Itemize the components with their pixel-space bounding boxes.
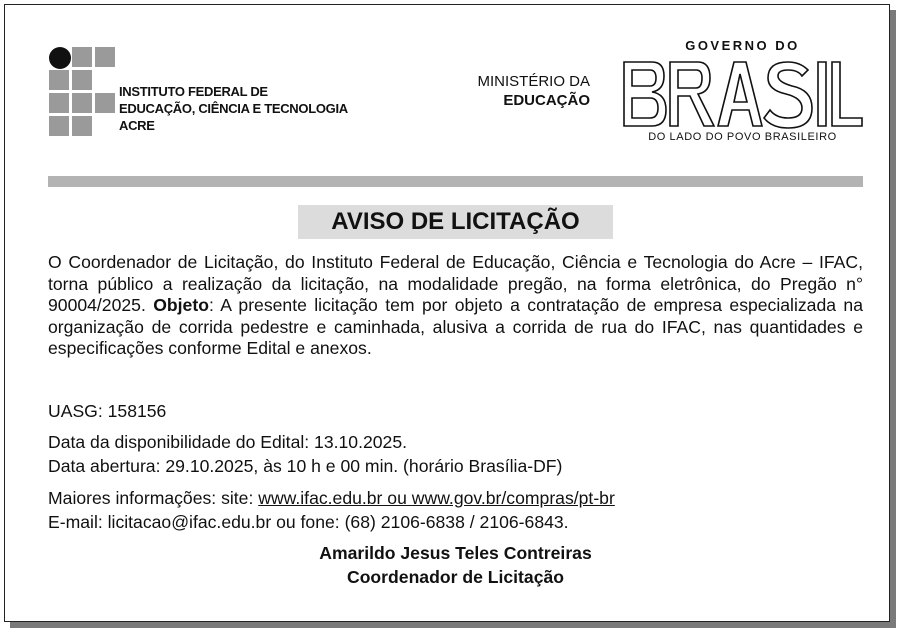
ifac-logo	[45, 44, 375, 139]
notice-title: AVISO DE LICITAÇÃO	[298, 205, 613, 239]
objeto-label: Objeto	[153, 295, 209, 316]
gov-compras-link[interactable]: www.gov.br/compras/pt-br	[411, 488, 615, 508]
header-divider	[48, 176, 863, 187]
opening-date-line: Data abertura: 29.10.2025, às 10 h e 00 min. (horário Brasília-DF)	[48, 456, 563, 476]
info-line: Maiores informações: site: www.ifac.edu.br ou www.gov.br/compras/pt-br	[48, 488, 615, 508]
ifac-site-link[interactable]: www.ifac.edu.br	[258, 488, 383, 508]
email-line: E-mail: licitacao@ifac.edu.br ou fone: (68) 2106-6838 / 2106-6843.	[48, 512, 569, 532]
notice-paragraph	[48, 252, 863, 360]
gov-slogan: DO LADO DO POVO BRASILEIRO	[648, 131, 837, 143]
paragraph-text-1: O Coordenador de Licitação, do Instituto Federal de Educação, Ciência e Tecnologia do Acre – IFAC, torna público a realização da licitação, na modalidade pregão, na forma eletrônica, do Pregão n° 90004/2025.	[48, 252, 863, 316]
ifac-logo-grid-icon	[45, 44, 115, 136]
governo-do-brasil-logo	[620, 38, 865, 150]
brasil-wordmark-icon	[622, 60, 864, 130]
institute-name: INSTITUTO FEDERAL DE EDUCAÇÃO, CIÊNCIA E TECNOLOGIA ACRE	[119, 84, 348, 133]
signatory-role: Coordenador de Licitação	[346, 567, 565, 587]
edital-date-line: Data da disponibilidade do Edital: 13.10.2025.	[48, 432, 407, 452]
uasg-line: UASG: 158156	[48, 401, 167, 421]
ministry-label: MINISTÉRIO DA EDUCAÇÃO	[477, 73, 590, 109]
gov-top-text: GOVERNO DO	[685, 38, 800, 53]
paragraph-text-2: : A presente licitação tem por objeto a contratação de empresa especializada na organização de corrida pedestre e caminhada, alusiva a corrida de rua do IFAC, nas quantidades e especificações conforme Edital e anexos.	[48, 295, 863, 359]
signatory-name: Amarildo Jesus Teles Contreiras	[319, 543, 592, 563]
